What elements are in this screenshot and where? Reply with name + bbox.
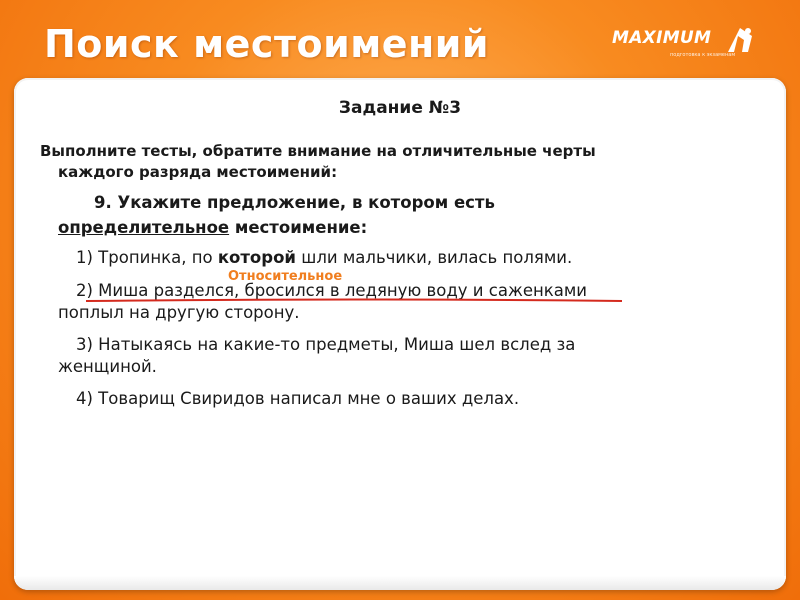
instruction-line-1: Выполните тесты, обратите внимание на отличительные черты [40, 142, 596, 160]
option-1-before: 1) Тропинка, по [76, 248, 218, 267]
slide-title: Поиск местоимений [44, 22, 490, 66]
question-rest: местоимение: [229, 218, 368, 237]
option-2-line-1: 2) Миша разделся, бросился в ледяную воду и саженками [76, 281, 588, 300]
option-4: 4) Товарищ Свиридов написал мне о ваших делах. [76, 389, 520, 408]
option-2-line-2: поплыл на другую сторону. [58, 303, 300, 322]
annotation-label: Относительное [228, 269, 343, 284]
option-3-line-2: женщиной. [58, 357, 157, 376]
highlight-line [86, 298, 626, 304]
logo-text: MAXIMUM [612, 28, 712, 48]
logo-subtext: подготовка к экзаменам [670, 52, 736, 58]
question-line-2 [58, 218, 367, 237]
option-1-bold-word: которой [217, 248, 296, 267]
instruction-line-2: каждого разряда местоимений: [58, 163, 338, 181]
underlined-word: определительное [58, 218, 230, 237]
task-title: Задание №3 [338, 98, 462, 118]
option-3-line-1: 3) Натыкаясь на какие-то предметы, Миша шел вслед за [76, 335, 576, 354]
option-1 [76, 248, 572, 267]
option-1-after: шли мальчики, вилась полями. [295, 248, 573, 267]
question-line-1: 9. Укажите предложение, в котором есть [94, 193, 495, 212]
